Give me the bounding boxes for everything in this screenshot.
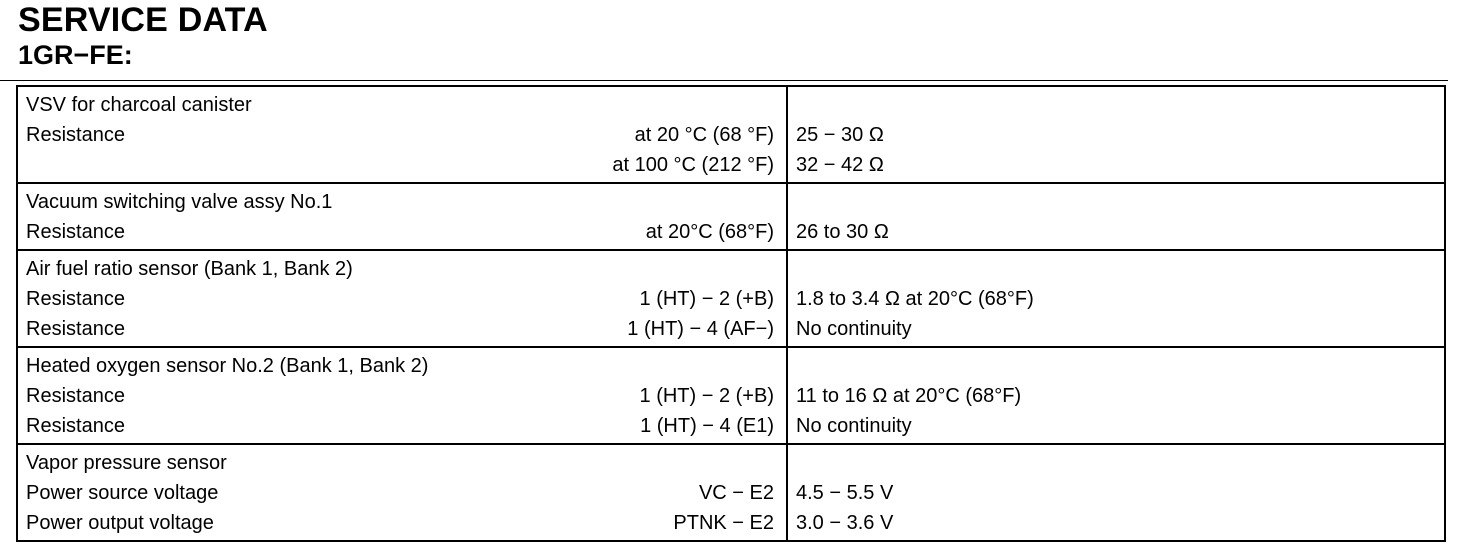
spec-left-column	[18, 87, 788, 182]
engine-subtitle: 1GR−FE:	[18, 40, 133, 70]
row-label: Power output voltage	[26, 512, 214, 534]
row-condition: VC − E2	[698, 482, 774, 504]
spec-section	[18, 445, 1444, 540]
spec-section	[18, 348, 1444, 445]
spec-left-column	[18, 184, 788, 249]
row-value: 1.8 to 3.4 Ω at 20°C (68°F)	[796, 288, 1034, 310]
row-condition: at 20 °C (68 °F)	[634, 124, 774, 146]
section-heading: Vapor pressure sensor	[26, 452, 227, 474]
spec-section	[18, 184, 1444, 251]
row-label: Resistance	[26, 124, 125, 146]
row-value: No continuity	[796, 318, 912, 340]
top-divider	[0, 80, 1448, 81]
section-heading: VSV for charcoal canister	[26, 94, 252, 116]
row-label: Resistance	[26, 221, 125, 243]
row-value: 4.5 − 5.5 V	[796, 482, 894, 504]
row-label: Resistance	[26, 318, 125, 340]
service-data-table	[16, 85, 1446, 542]
row-label: Resistance	[26, 415, 125, 437]
row-value: 25 − 30 Ω	[796, 124, 884, 146]
row-condition: at 20°C (68°F)	[645, 221, 774, 243]
row-value: 32 − 42 Ω	[796, 154, 884, 176]
spec-left-column	[18, 445, 788, 540]
row-condition: 1 (HT) − 2 (+B)	[639, 288, 774, 310]
spec-section	[18, 251, 1444, 348]
row-condition: 1 (HT) − 2 (+B)	[639, 385, 774, 407]
spec-right-column	[788, 251, 1444, 346]
spec-right-column	[788, 348, 1444, 443]
row-condition: 1 (HT) − 4 (AF−)	[627, 318, 774, 340]
row-condition: at 100 °C (212 °F)	[612, 154, 774, 176]
row-condition: PTNK − E2	[673, 512, 774, 534]
section-heading: Heated oxygen sensor No.2 (Bank 1, Bank 2)	[26, 355, 429, 377]
section-heading: Air fuel ratio sensor (Bank 1, Bank 2)	[26, 258, 353, 280]
row-value: 11 to 16 Ω at 20°C (68°F)	[796, 385, 1022, 407]
spec-section	[18, 87, 1444, 184]
row-value: 26 to 30 Ω	[796, 221, 889, 243]
row-value: 3.0 − 3.6 V	[796, 512, 894, 534]
row-value: No continuity	[796, 415, 912, 437]
spec-right-column	[788, 445, 1444, 540]
row-condition: 1 (HT) − 4 (E1)	[640, 415, 774, 437]
section-heading: Vacuum switching valve assy No.1	[26, 191, 333, 213]
spec-right-column	[788, 87, 1444, 182]
spec-right-column	[788, 184, 1444, 249]
row-label: Resistance	[26, 288, 125, 310]
page-title: SERVICE DATA	[18, 1, 268, 39]
spec-left-column	[18, 348, 788, 443]
spec-left-column	[18, 251, 788, 346]
row-label: Resistance	[26, 385, 125, 407]
row-label: Power source voltage	[26, 482, 219, 504]
